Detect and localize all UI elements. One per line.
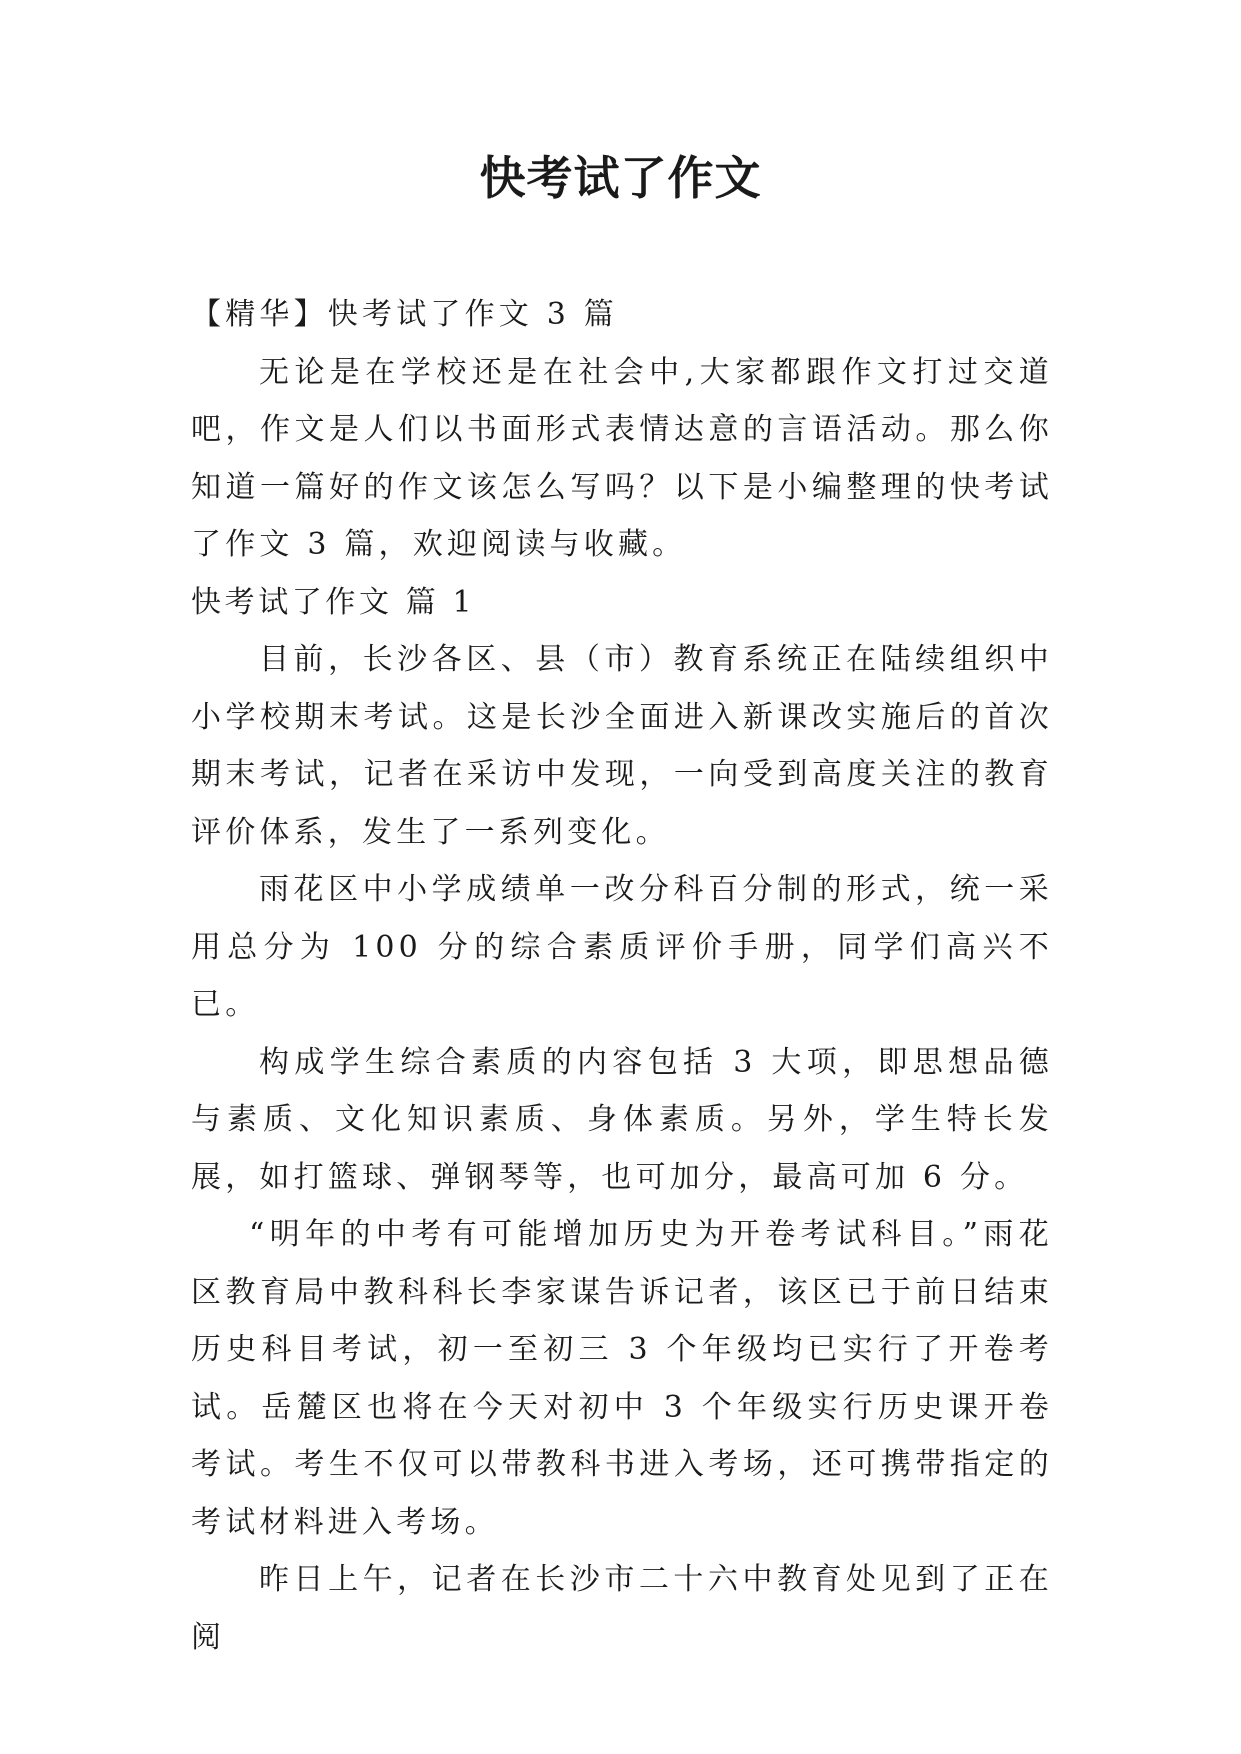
body-paragraph: “明年的中考有可能增加历史为开卷考试科目。”雨花区教育局中教科科长李家谋告诉记者，该区已于前日结束历史科目考试，初一至初三 3 个年级均已实行了开卷考试。岳麓区也将在今天对初中 3 个年级实行历史课开卷考试。考生不仅可以带教科书进入考场，还可携带指定的考试材料进入考场。 <box>191 1217 1053 1540</box>
section-heading: 快考试了作文 篇 1 <box>191 584 476 620</box>
body-paragraph: 昨日上午，记者在长沙市二十六中教育处见到了正在阅 <box>191 1562 1053 1655</box>
body-paragraph: 雨花区中小学成绩单一改分科百分制的形式，统一采用总分为 100 分的综合素质评价手册，同学们高兴不已。 <box>191 872 1053 1022</box>
document-title: 快考试了作文 <box>479 151 762 205</box>
body-paragraph: 构成学生综合素质的内容包括 3 大项，即思想品德与素质、文化知识素质、身体素质。另外，学生特长发展，如打篮球、弹钢琴等，也可加分，最高可加 6 分。 <box>191 1044 1053 1195</box>
lead-line: 【精华】快考试了作文 3 篇 <box>191 297 618 332</box>
body-paragraph: 目前，长沙各区、县（市）教育系统正在陆续组织中小学校期末考试。这是长沙全面进入新课改实施后的首次期末考试，记者在采访中发现，一向受到高度关注的教育评价体系，发生了一系列变化。 <box>191 642 1053 850</box>
document-body <box>191 286 1053 1666</box>
intro-paragraph: 无论是在学校还是在社会中,大家都跟作文打过交道吧，作文是人们以书面形式表情达意的言语活动。那么你知道一篇好的作文该怎么写吗？以下是小编整理的快考试了作文 3 篇，欢迎阅读与收藏。 <box>191 354 1053 562</box>
